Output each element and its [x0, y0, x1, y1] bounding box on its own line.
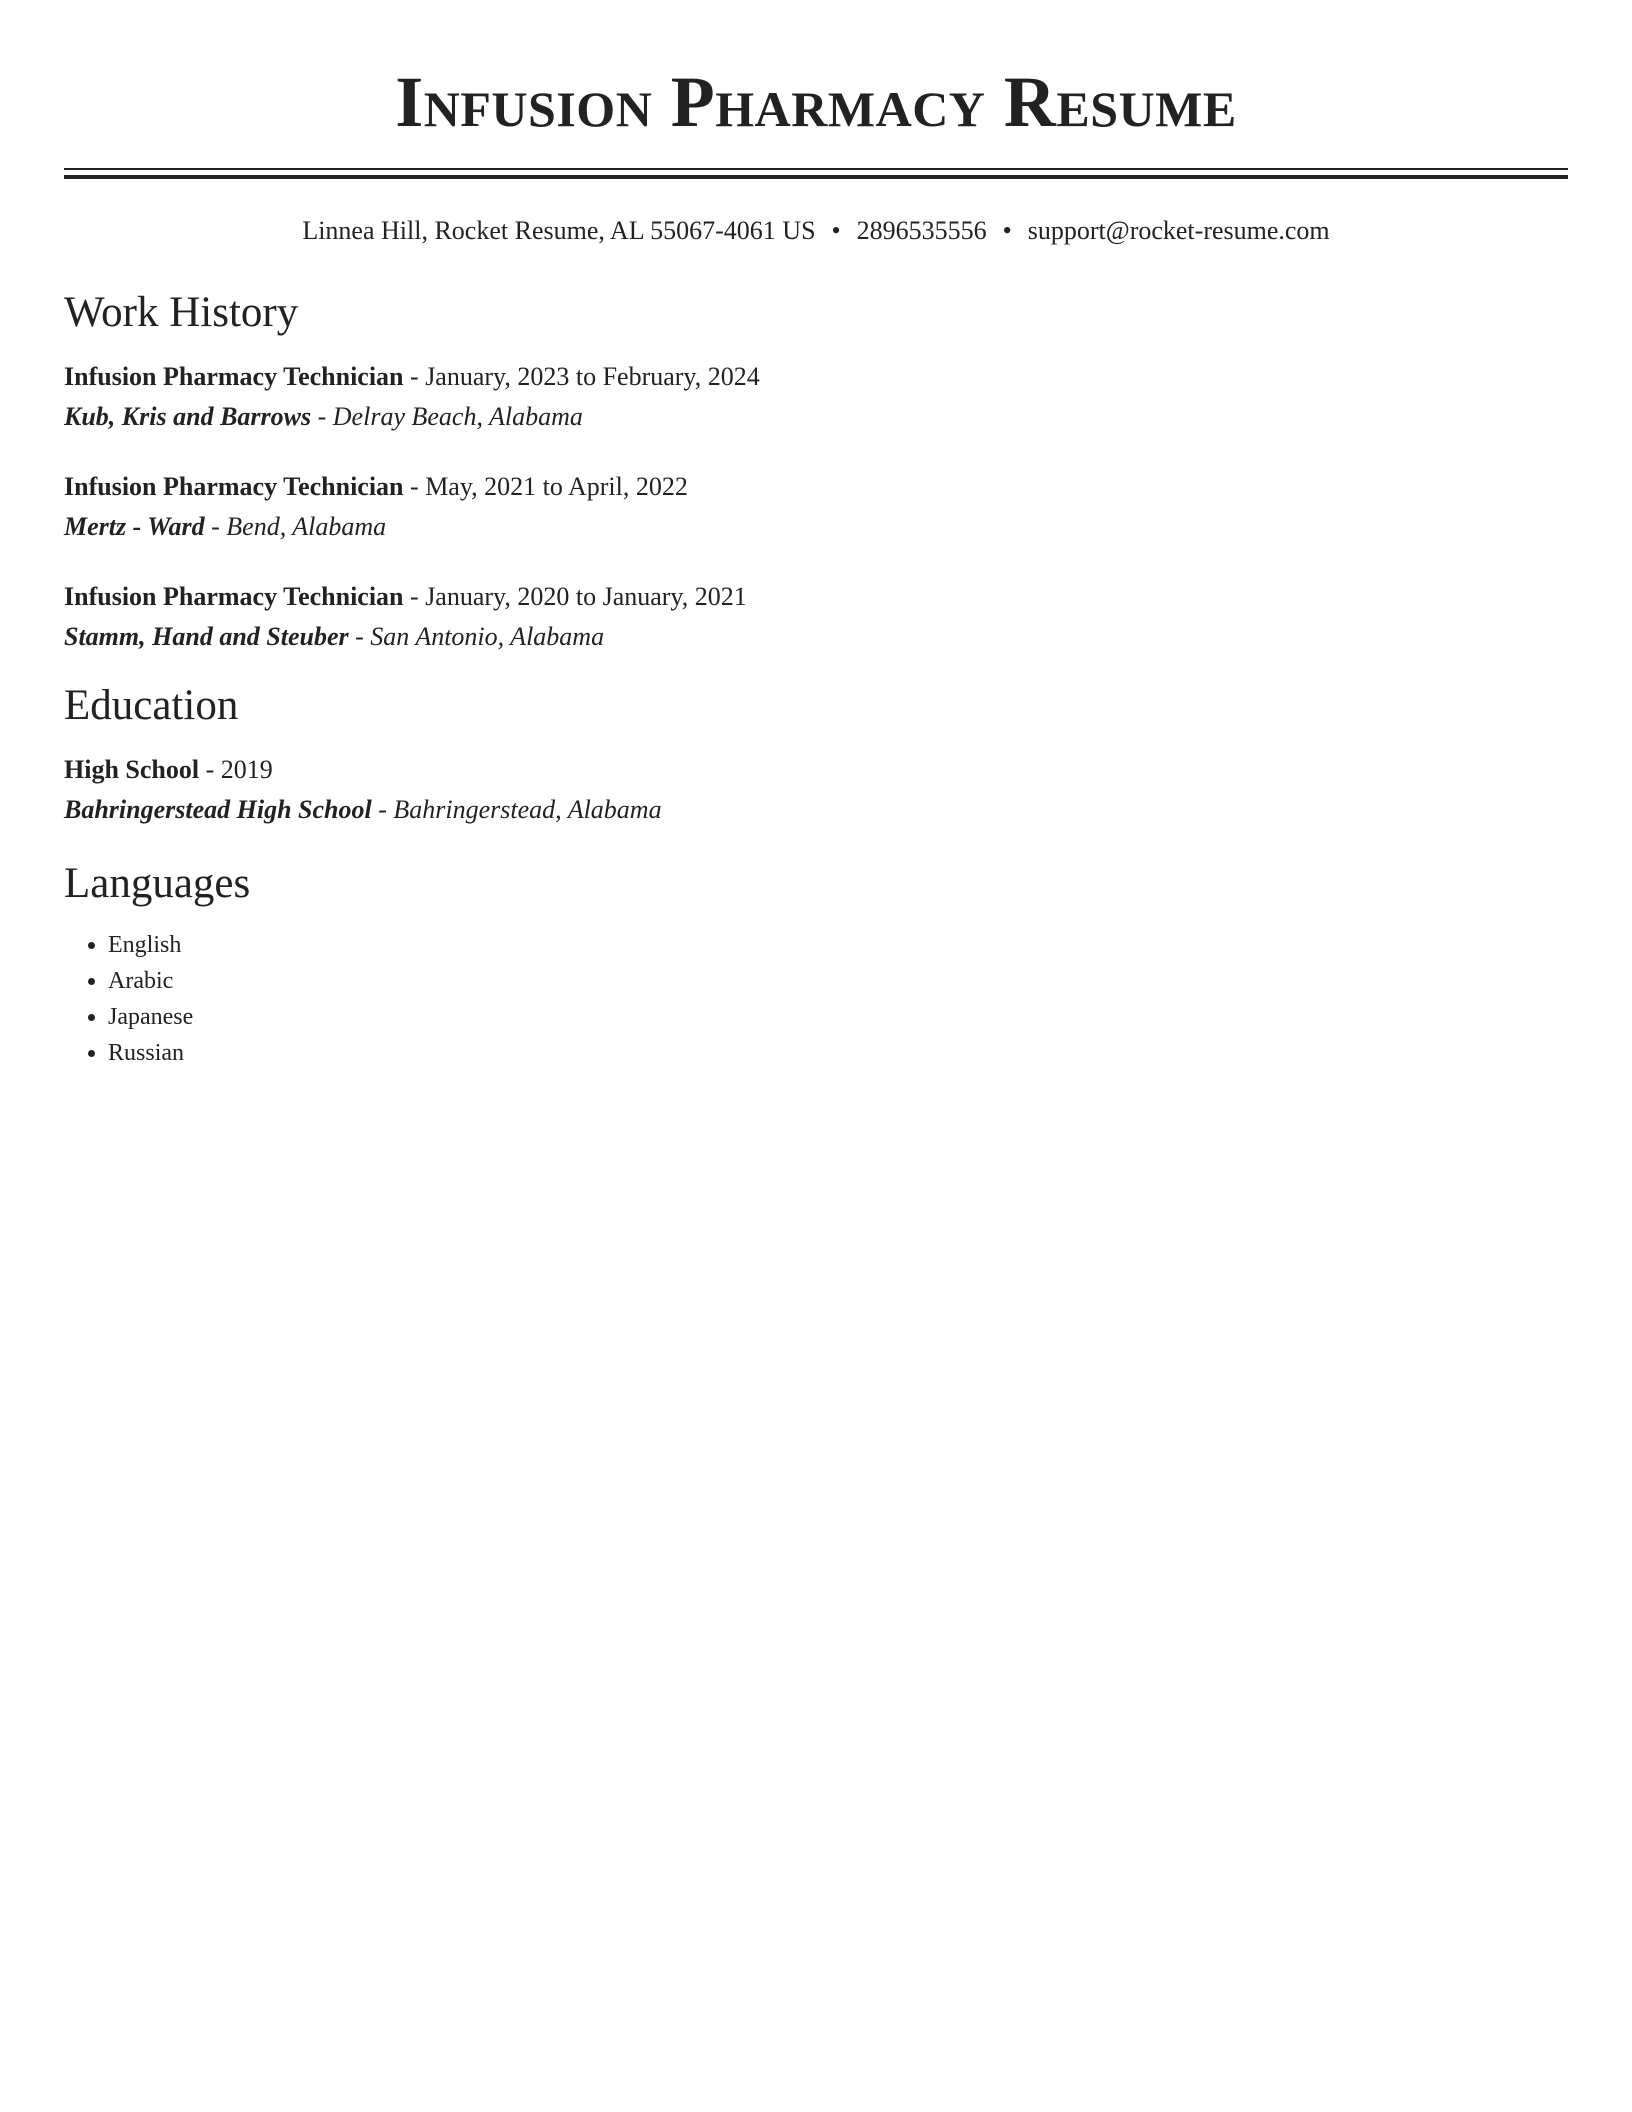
degree: High School [64, 755, 200, 784]
resume-title: Infusion Pharmacy Resume [395, 62, 1237, 142]
job-dates: January, 2023 to February, 2024 [425, 362, 760, 391]
title-double-rule [64, 168, 1568, 179]
language-item: • Arabic [108, 963, 1568, 999]
language-item: • English [108, 927, 1568, 963]
contact-email: support@rocket-resume.com [1027, 216, 1330, 245]
school-name: Bahringerstead High School [64, 795, 372, 824]
job-dates: January, 2020 to January, 2021 [425, 582, 747, 611]
job-title: Infusion Pharmacy Technician [64, 582, 404, 611]
dash: - [371, 795, 394, 824]
job-location: Bend, Alabama [226, 512, 387, 541]
job-location: San Antonio, Alabama [370, 622, 605, 651]
education-entry [64, 750, 1568, 830]
languages-list [64, 927, 1568, 1071]
job-title-line [64, 577, 1568, 617]
dash: - [403, 362, 426, 391]
dash: - [403, 472, 426, 501]
job-title: Infusion Pharmacy Technician [64, 362, 404, 391]
job-company: Stamm, Hand and Steuber [64, 622, 349, 651]
job-company: Mertz - Ward [64, 512, 205, 541]
contact-separator: • [1002, 216, 1012, 245]
contact-phone: 2896535556 [856, 216, 987, 245]
degree-line [64, 750, 1568, 790]
job-company-line [64, 617, 1568, 657]
work-entry [64, 467, 1568, 547]
dash: - [403, 582, 426, 611]
education-heading: Education [64, 682, 239, 729]
dash: - [204, 512, 227, 541]
contact-address: Linnea Hill, Rocket Resume, AL 55067-4061 US [302, 216, 816, 245]
language-item: • Russian [108, 1035, 1568, 1071]
graduation-year: 2019 [220, 755, 273, 784]
job-company: Kub, Kris and Barrows [64, 402, 312, 431]
contact-separator: • [831, 216, 841, 245]
dash: - [311, 402, 333, 431]
dash: - [348, 622, 371, 651]
dash: - [199, 755, 221, 784]
job-dates: May, 2021 to April, 2022 [425, 472, 688, 501]
job-location: Delray Beach, Alabama [332, 402, 583, 431]
job-title-line [64, 467, 1568, 507]
job-company-line [64, 397, 1568, 437]
languages-heading: Languages [64, 860, 251, 907]
work-history-heading: Work History [64, 289, 299, 336]
school-location: Bahringerstead, Alabama [393, 795, 662, 824]
language-item: • Japanese [108, 999, 1568, 1035]
contact-line [64, 214, 1568, 248]
work-entry [64, 357, 1568, 437]
job-title-line [64, 357, 1568, 397]
work-entry [64, 577, 1568, 657]
job-company-line [64, 507, 1568, 547]
job-title: Infusion Pharmacy Technician [64, 472, 404, 501]
school-line [64, 790, 1568, 830]
